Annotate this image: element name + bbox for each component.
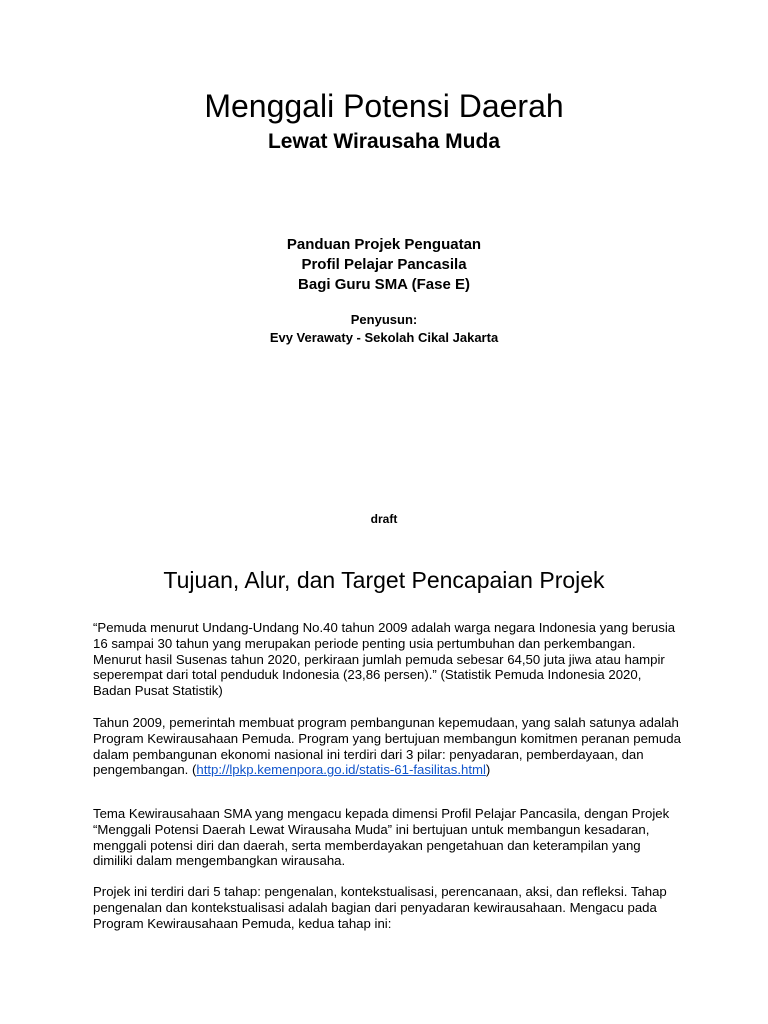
paragraph-text: Tahun 2009, pemerintah membuat program pembangunan kepemudaan, yang salah satunya adalah Program Kewirausahaan Pemuda. Program yang bertujuan membangun komitmen peranan pemuda dalam pembangunan ekonomi nasional ini terdiri dari 3 pilar: penyadaran, pemberdayaan, dan pengembangan. ( <box>93 715 681 778</box>
paragraph-project-theme: Tema Kewirausahaan SMA yang mengacu kepada dimensi Profil Pelajar Pancasila, dengan Projek “Menggali Potensi Daerah Lewat Wirausaha Muda” ini bertujuan untuk membangun kesadaran, menggali potensi diri dan daerah, serta memberdayakan pengetahuan dan keterampilan yang dimiliki dalam mengembangkan wirausaha. <box>93 806 670 869</box>
paragraph-project-stages: Projek ini terdiri dari 5 tahap: pengenalan, kontekstualisasi, perencanaan, aksi, dan refleksi. Tahap pengenalan dan kontekstualisasi adalah bagian dari penyadaran kewirausahaan. Mengacu pada Program Kewirausahaan Pemuda, kedua tahap ini: <box>93 884 667 931</box>
reference-link[interactable]: http://lpkp.kemenpora.go.id/statis-61-fasilitas.html <box>196 762 486 778</box>
draft-label: draft <box>370 512 398 526</box>
author-name: Evy Verawaty - Sekolah Cikal Jakarta <box>269 330 499 345</box>
section-title: Tujuan, Alur, dan Target Pencapaian Projek <box>163 567 605 593</box>
paragraph-text: ) <box>485 762 491 778</box>
paragraph-youth-definition: “Pemuda menurut Undang-Undang No.40 tahun 2009 adalah warga negara Indonesia yang berusia 16 sampai 30 tahun yang merupakan periode penting usia pertumbuhan dan perkembangan. Menurut hasil Susenas tahun 2020, perkiraan jumlah pemuda sebesar 64,50 juta jiwa atau hampir seperempat dari total penduduk Indonesia (23,86 persen).” (Statistik Pemuda Indonesia 2020, Badan Pusat Statistik) <box>93 620 676 699</box>
guide-line: Panduan Projek Penguatan <box>286 236 482 253</box>
author-label: Penyusun: <box>350 312 418 327</box>
document-subtitle: Lewat Wirausaha Muda <box>267 130 501 153</box>
author-block <box>0 311 768 347</box>
paragraph-program-history <box>93 715 683 778</box>
guide-line: Profil Pelajar Pancasila <box>301 256 467 273</box>
guide-heading <box>0 235 768 295</box>
document-title: Menggali Potensi Daerah <box>204 88 564 124</box>
guide-line: Bagi Guru SMA (Fase E) <box>298 276 470 293</box>
